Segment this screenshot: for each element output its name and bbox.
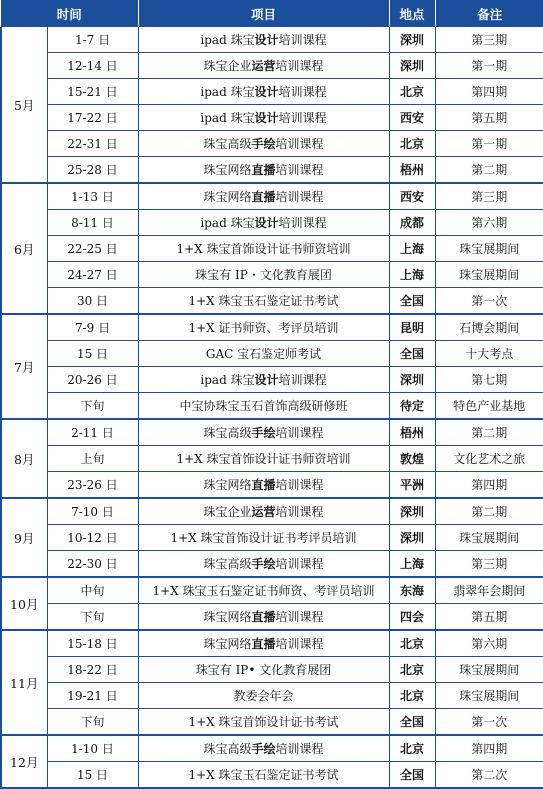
month-cell: 11月	[1, 630, 47, 735]
table-row	[1, 367, 543, 393]
table-row	[1, 472, 543, 499]
note-cell: 第三期	[435, 551, 543, 578]
project-cell	[138, 393, 389, 420]
month-cell: 6月	[1, 183, 47, 314]
project-keyword: 运营	[251, 59, 276, 73]
table-row	[1, 314, 543, 341]
location-cell: 全国	[389, 762, 435, 789]
project-text: ipad 珠宝	[200, 373, 255, 387]
project-cell	[138, 630, 389, 657]
location-cell: 深圳	[389, 27, 435, 53]
project-keyword: 直播	[251, 478, 276, 492]
project-keyword: 运营	[251, 505, 276, 519]
table-row	[1, 105, 543, 131]
project-text: 培训课程	[278, 216, 327, 230]
note-cell: 文化艺术之旅	[435, 446, 543, 472]
project-cell	[138, 762, 389, 789]
project-text: 珠宝网络	[203, 478, 252, 492]
date-cell: 23-26 日	[47, 472, 138, 499]
header-location: 地点	[389, 0, 435, 27]
date-cell: 17-22 日	[47, 105, 138, 131]
header-note: 备注	[435, 0, 543, 27]
date-cell: 下旬	[47, 709, 138, 736]
project-text: 珠宝高级	[203, 137, 252, 151]
note-cell: 珠宝展期间	[435, 236, 543, 262]
project-cell	[138, 131, 389, 157]
date-cell: 15-21 日	[47, 79, 138, 105]
date-cell: 22-30 日	[47, 551, 138, 578]
table-row	[1, 79, 543, 105]
header-time: 时间	[1, 0, 138, 27]
date-cell: 20-26 日	[47, 367, 138, 393]
project-cell	[138, 683, 389, 709]
location-cell: 敦煌	[389, 446, 435, 472]
location-cell: 北京	[389, 630, 435, 657]
location-cell: 全国	[389, 341, 435, 367]
project-text: 珠宝网络	[203, 163, 252, 177]
project-text: 培训课程	[275, 557, 324, 571]
project-text: 培训课程	[275, 137, 324, 151]
project-cell	[138, 53, 389, 79]
project-text: 培训课程	[278, 111, 327, 125]
project-text: ipad 珠宝	[200, 85, 255, 99]
project-text: 珠宝网络	[203, 610, 252, 624]
date-cell: 10-12 日	[47, 525, 138, 551]
location-cell: 全国	[389, 288, 435, 315]
location-cell: 梧州	[389, 419, 435, 446]
location-cell: 深圳	[389, 53, 435, 79]
month-cell: 5月	[1, 27, 47, 183]
project-text: 珠宝有 IP• 文化教育展团	[195, 663, 332, 677]
location-cell: 成都	[389, 210, 435, 236]
project-cell	[138, 709, 389, 736]
table-row	[1, 210, 543, 236]
project-text: 珠宝高级	[203, 426, 252, 440]
project-cell	[138, 79, 389, 105]
project-cell	[138, 157, 389, 184]
project-text: 珠宝高级	[203, 557, 252, 571]
location-cell: 北京	[389, 735, 435, 762]
table-row	[1, 735, 543, 762]
project-text: 1+X 珠宝首饰设计证书师资培训	[176, 452, 351, 466]
date-cell: 24-27 日	[47, 262, 138, 288]
note-cell: 珠宝展期间	[435, 657, 543, 683]
project-text: 珠宝企业	[203, 505, 252, 519]
note-cell: 第二期	[435, 157, 543, 184]
table-row	[1, 683, 543, 709]
location-cell: 北京	[389, 683, 435, 709]
note-cell: 十大考点	[435, 341, 543, 367]
note-cell: 第三期	[435, 27, 543, 53]
table-row	[1, 657, 543, 683]
location-cell: 深圳	[389, 498, 435, 525]
date-cell: 15 日	[47, 341, 138, 367]
project-keyword: 直播	[251, 637, 276, 651]
date-cell: 7-10 日	[47, 498, 138, 525]
project-cell	[138, 262, 389, 288]
note-cell: 珠宝展期间	[435, 262, 543, 288]
project-keyword: 手绘	[251, 557, 276, 571]
location-cell: 平洲	[389, 472, 435, 499]
project-cell	[138, 525, 389, 551]
project-text: 培训课程	[275, 610, 324, 624]
month-cell: 9月	[1, 498, 47, 577]
project-keyword: 直播	[251, 190, 276, 204]
location-cell: 梧州	[389, 157, 435, 184]
date-cell: 下旬	[47, 393, 138, 420]
project-keyword: 手绘	[251, 426, 276, 440]
project-cell	[138, 419, 389, 446]
project-text: 培训课程	[275, 505, 324, 519]
table-row	[1, 630, 543, 657]
project-keyword: 手绘	[251, 137, 276, 151]
project-text: GAC 宝石鉴定师考试	[205, 347, 322, 361]
note-cell: 第一期	[435, 131, 543, 157]
project-keyword: 设计	[254, 216, 279, 230]
note-cell: 第三期	[435, 183, 543, 210]
table-row	[1, 446, 543, 472]
date-cell: 中旬	[47, 577, 138, 604]
project-cell	[138, 577, 389, 604]
project-cell	[138, 367, 389, 393]
project-keyword: 直播	[251, 610, 276, 624]
location-cell: 上海	[389, 236, 435, 262]
table-row	[1, 341, 543, 367]
project-cell	[138, 604, 389, 631]
location-cell: 全国	[389, 709, 435, 736]
project-keyword: 手绘	[251, 742, 276, 756]
project-keyword: 设计	[254, 111, 279, 125]
date-cell: 15 日	[47, 762, 138, 789]
table-row	[1, 262, 543, 288]
location-cell: 深圳	[389, 525, 435, 551]
date-cell: 1-7 日	[47, 27, 138, 53]
date-cell: 1-13 日	[47, 183, 138, 210]
note-cell: 珠宝展期间	[435, 525, 543, 551]
table-row	[1, 131, 543, 157]
header-row	[1, 0, 543, 27]
table-row	[1, 27, 543, 53]
project-cell	[138, 183, 389, 210]
header-project: 项目	[138, 0, 389, 27]
project-text: 培训课程	[278, 373, 327, 387]
project-cell	[138, 288, 389, 315]
project-text: 培训课程	[278, 85, 327, 99]
project-text: 中宝协珠宝玉石首饰高级研修班	[179, 399, 348, 413]
project-text: ipad 珠宝	[200, 216, 255, 230]
date-cell: 7-9 日	[47, 314, 138, 341]
project-text: ipad 珠宝	[200, 33, 255, 47]
note-cell: 第二次	[435, 762, 543, 789]
project-cell	[138, 472, 389, 499]
note-cell: 第一次	[435, 709, 543, 736]
project-cell	[138, 446, 389, 472]
project-text: 1+X 珠宝玉石鉴定证书师资、考评员培训	[152, 584, 375, 598]
table-row	[1, 551, 543, 578]
month-cell: 7月	[1, 314, 47, 419]
project-text: 1+X 证书师资、考评员培训	[188, 321, 339, 335]
note-cell: 第五期	[435, 604, 543, 631]
date-cell: 30 日	[47, 288, 138, 315]
note-cell: 第五期	[435, 105, 543, 131]
project-cell	[138, 105, 389, 131]
note-cell: 第二期	[435, 419, 543, 446]
project-cell	[138, 236, 389, 262]
date-cell: 22-31 日	[47, 131, 138, 157]
table-row	[1, 288, 543, 315]
note-cell: 翡翠年会期间	[435, 577, 543, 604]
table-row	[1, 577, 543, 604]
location-cell: 深圳	[389, 367, 435, 393]
date-cell: 15-18 日	[47, 630, 138, 657]
note-cell: 第一次	[435, 288, 543, 315]
table-row	[1, 498, 543, 525]
project-text: 1+X 珠宝首饰设计证书考试	[188, 715, 339, 729]
project-text: 培训课程	[275, 190, 324, 204]
date-cell: 上旬	[47, 446, 138, 472]
note-cell: 特色产业基地	[435, 393, 543, 420]
location-cell: 北京	[389, 131, 435, 157]
date-cell: 18-22 日	[47, 657, 138, 683]
project-cell	[138, 735, 389, 762]
project-text: 培训课程	[275, 163, 324, 177]
project-text: 教委会年会	[233, 689, 294, 703]
table-row	[1, 762, 543, 789]
project-text: 珠宝高级	[203, 742, 252, 756]
project-text: 培训课程	[275, 59, 324, 73]
note-cell: 第七期	[435, 367, 543, 393]
month-cell: 8月	[1, 419, 47, 498]
note-cell: 第四期	[435, 472, 543, 499]
project-cell	[138, 314, 389, 341]
table-row	[1, 393, 543, 420]
date-cell: 1-10 日	[47, 735, 138, 762]
project-text: 珠宝企业	[203, 59, 252, 73]
location-cell: 四会	[389, 604, 435, 631]
project-text: 培训课程	[275, 426, 324, 440]
project-text: ipad 珠宝	[200, 111, 255, 125]
project-text: 1+X 珠宝首饰设计证书考评员培训	[170, 531, 357, 545]
location-cell: 北京	[389, 79, 435, 105]
note-cell: 石博会期间	[435, 314, 543, 341]
project-cell	[138, 657, 389, 683]
table-row	[1, 236, 543, 262]
table-row	[1, 709, 543, 736]
project-keyword: 设计	[254, 33, 279, 47]
project-cell	[138, 210, 389, 236]
location-cell: 待定	[389, 393, 435, 420]
date-cell: 25-28 日	[47, 157, 138, 184]
location-cell: 北京	[389, 657, 435, 683]
note-cell: 第四期	[435, 735, 543, 762]
month-cell: 12月	[1, 735, 47, 788]
date-cell: 12-14 日	[47, 53, 138, 79]
date-cell: 19-21 日	[47, 683, 138, 709]
table-row	[1, 53, 543, 79]
month-cell: 10月	[1, 577, 47, 630]
table-row	[1, 157, 543, 184]
date-cell: 22-25 日	[47, 236, 138, 262]
project-text: 珠宝网络	[203, 637, 252, 651]
note-cell: 珠宝展期间	[435, 683, 543, 709]
table-row	[1, 183, 543, 210]
table-row	[1, 525, 543, 551]
project-text: 1+X 珠宝首饰设计证书师资培训	[176, 242, 351, 256]
project-text: 1+X 珠宝玉石鉴定证书考试	[188, 768, 339, 782]
location-cell: 西安	[389, 183, 435, 210]
date-cell: 8-11 日	[47, 210, 138, 236]
location-cell: 西安	[389, 105, 435, 131]
note-cell: 第二期	[435, 498, 543, 525]
note-cell: 第六期	[435, 210, 543, 236]
project-text: 培训课程	[275, 742, 324, 756]
project-cell	[138, 551, 389, 578]
schedule-body	[1, 27, 543, 788]
note-cell: 第四期	[435, 79, 543, 105]
project-text: 培训课程	[275, 478, 324, 492]
project-text: 1+X 珠宝玉石鉴定证书考试	[188, 294, 339, 308]
project-keyword: 设计	[254, 85, 279, 99]
date-cell: 下旬	[47, 604, 138, 631]
project-text: 培训课程	[275, 637, 324, 651]
project-text: 珠宝有 IP・文化教育展团	[195, 268, 332, 282]
project-cell	[138, 498, 389, 525]
note-cell: 第六期	[435, 630, 543, 657]
note-cell: 第一期	[435, 53, 543, 79]
project-text: 培训课程	[278, 33, 327, 47]
table-row	[1, 419, 543, 446]
project-keyword: 直播	[251, 163, 276, 177]
location-cell: 东海	[389, 577, 435, 604]
location-cell: 昆明	[389, 314, 435, 341]
location-cell: 上海	[389, 551, 435, 578]
project-text: 珠宝网络	[203, 190, 252, 204]
table-row	[1, 604, 543, 631]
location-cell: 上海	[389, 262, 435, 288]
date-cell: 2-11 日	[47, 419, 138, 446]
project-cell	[138, 27, 389, 53]
project-cell	[138, 341, 389, 367]
project-keyword: 设计	[254, 373, 279, 387]
